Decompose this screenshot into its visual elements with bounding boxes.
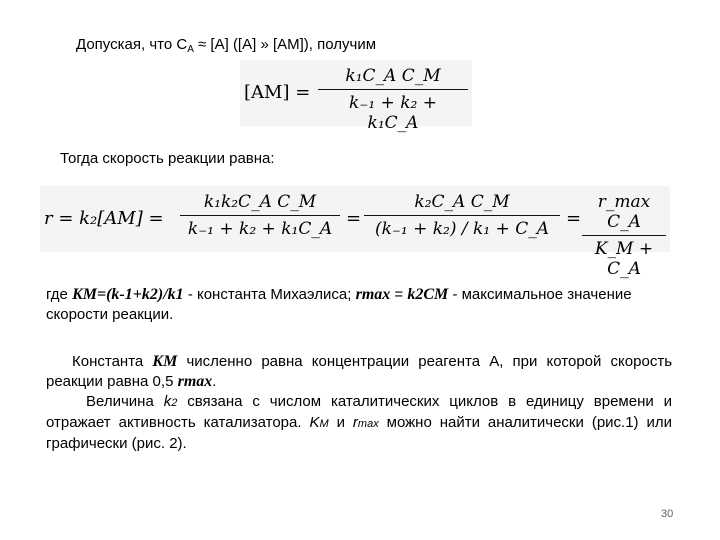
km-explanation [46,352,672,454]
km-symbol: K [152,353,164,370]
k2-subscript: 2 [171,397,178,409]
text: численно равна концентрации реагента А, при которой скорость реакции равна 0,5 [46,353,673,390]
formula-am-fraction [318,66,468,133]
k2-symbol: k [163,393,172,410]
formula-rate-fraction-1 [180,192,340,239]
rmax-subscript: max [361,286,391,303]
rmax-subscript: max [357,418,379,430]
text: = [390,286,408,303]
formula-am [240,60,472,133]
text: где [46,286,73,303]
cm-symbol: C [423,286,435,303]
equals-sign: = [566,208,582,229]
page-number: 30 [661,508,674,520]
intro-subscript: A [187,44,194,55]
formula-am-numerator: k₁C_A C_M [345,66,441,86]
rate-intro-line: Тогда скорость реакции равна: [60,150,275,167]
fraction-1-denominator: k₋₁ + k₂ + k₁C_A [187,219,333,239]
km-subscript: M [319,418,329,430]
km-formula: +k [132,286,150,303]
text: . [212,373,217,390]
rmax-symbol: r [177,373,184,390]
formula-am-lhs: [AM] = [244,82,311,103]
rmax-symbol: r [355,286,362,303]
text: и [328,414,353,431]
text: связана с числом каталитических циклов в единицу времени и отражает активность катализатора. [46,393,673,431]
equals-sign: = [346,208,362,229]
rmax-subscript: max [183,373,213,390]
text: Константа [72,353,153,370]
km-subscript: M [163,353,178,370]
km-formula: =(k [96,286,120,303]
km-symbol: K [72,286,83,303]
fraction-2-denominator: (k₋₁ + k₂) / k₁ + C_A [374,219,549,239]
rmax-symbol: r [352,414,358,431]
k2-symbol: k [407,286,416,303]
km-formula-sub: 1 [175,286,184,303]
km-formula-sub: 2 [149,286,158,303]
text: - максимальное значение скорости реакции. [46,286,632,323]
formula-rate [40,186,670,279]
cm-subscript: M [434,286,449,303]
km-subscript: M [82,286,97,303]
km-formula-sub: -1 [119,286,133,303]
fraction-2-numerator: k₂C_A C_M [414,192,510,212]
formula-rate-fraction-3 [582,192,666,279]
km-formula: )/k [157,286,176,303]
michaelis-definition [46,285,672,325]
formula-rate-lhs: r = k₂[AM] = [44,208,164,229]
formula-rate-fraction-2 [364,192,560,239]
text: можно найти аналитически (рис.1) или графически (рис. 2). [46,414,672,452]
fraction-3-numerator: r_max C_A [597,192,651,232]
intro-text: Допуская, что C [76,36,188,53]
km-symbol: K [309,414,320,431]
fraction-1-numerator: k₁k₂C_A C_M [203,192,317,212]
k2-subscript: 2 [415,286,424,303]
text: Величина [86,393,164,410]
intro-text-rest: ≈ [A] ([A] » [AM]), получим [198,36,377,53]
formula-am-denominator: k₋₁ + k₂ + k₁C_A [349,93,437,133]
intro-line [76,36,376,55]
text: - константа Михаэлиса; [183,286,356,303]
fraction-3-denominator: K_M + C_A [594,239,654,279]
